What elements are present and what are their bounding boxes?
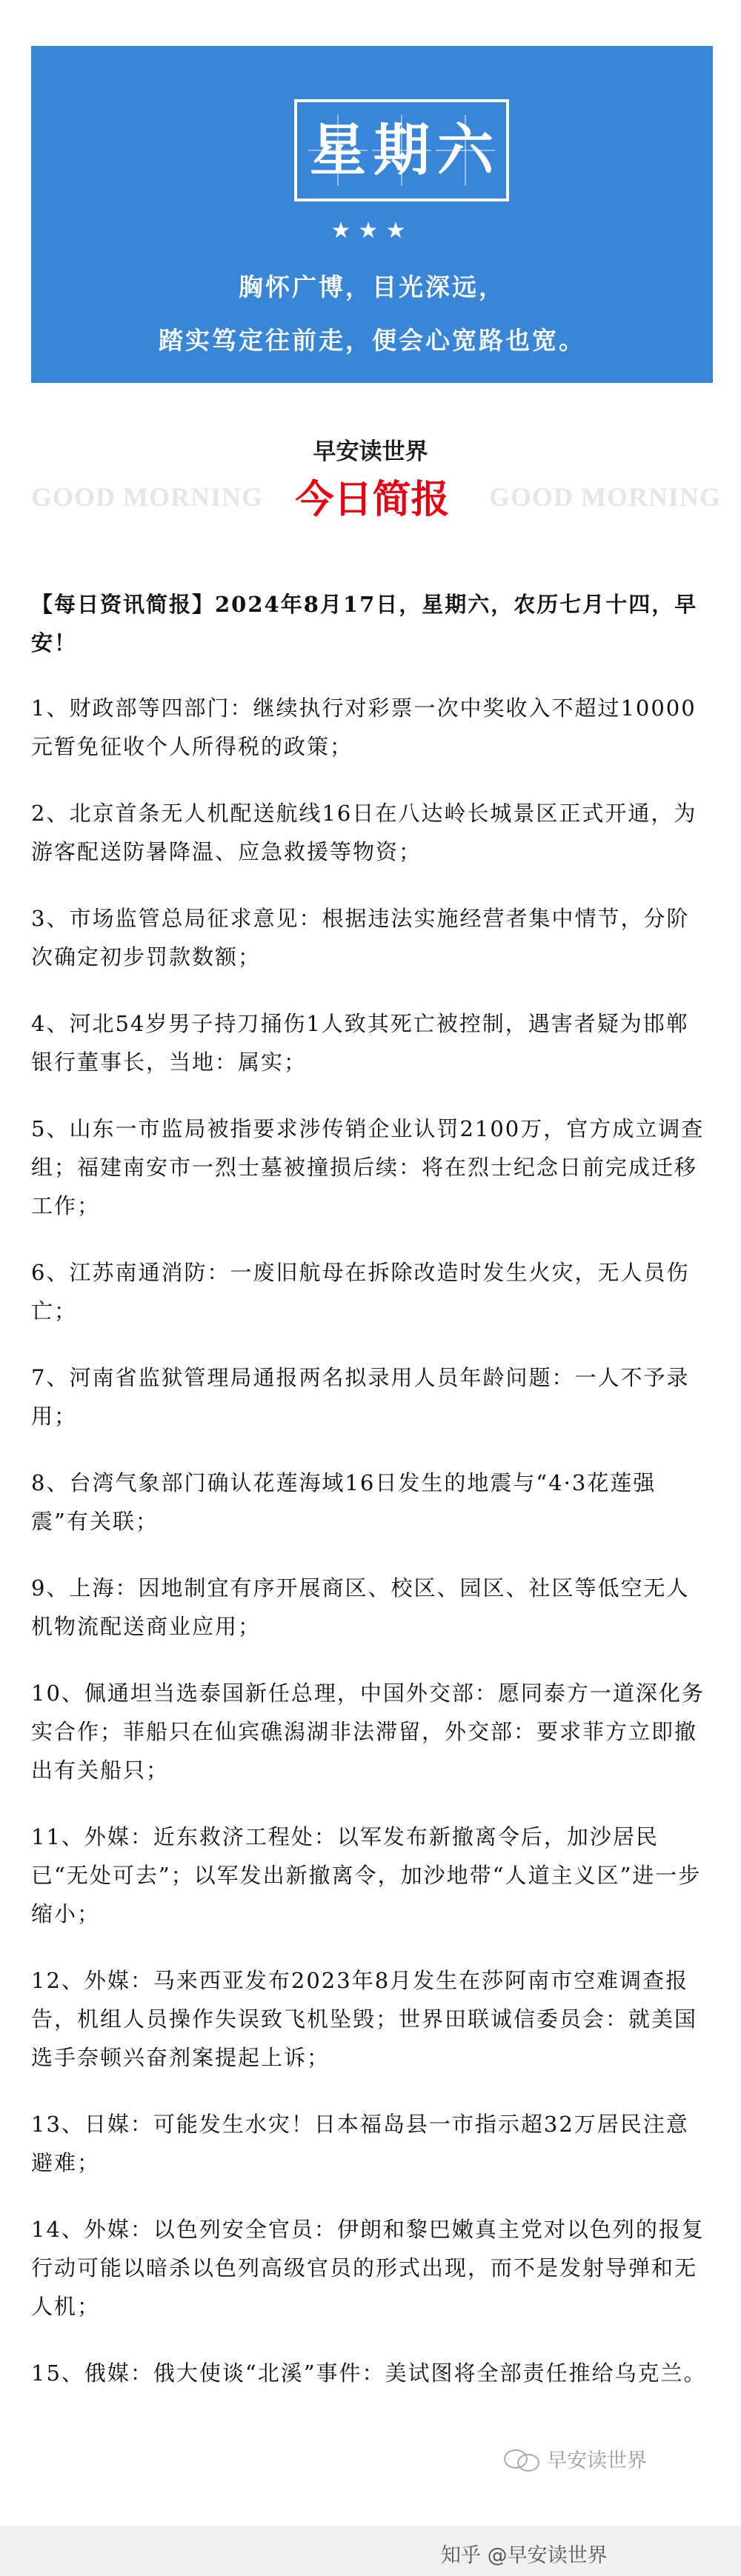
motto-line-1: 胸怀广博，目光深远，: [239, 273, 505, 301]
watermark: [504, 2444, 647, 2473]
brand-name: 早安读世界: [313, 438, 428, 465]
news-item: 12、外媒：马来西亚发布2023年8月发生在莎阿南市空难调查报告，机组人员操作失误致飞机坠毁；世界田联诚信委员会：就美国选手奈顿兴奋剂案提起上诉；: [31, 1968, 698, 2070]
star-icons: ★★★: [330, 218, 413, 244]
motto-line-2: 踏实笃定往前走，便会心宽路也宽。: [159, 326, 585, 355]
news-list: [31, 585, 711, 2420]
footer-bar: [0, 2526, 741, 2576]
weekday-banner: [31, 46, 713, 383]
news-item: 11、外媒：近东救济工程处：以军发布新撤离令后，加沙居民已“无处可去”；以军发出新撤离令，加沙地带“人道主义区”进一步缩小；: [31, 1824, 702, 1926]
good-morning-right: GOOD MORNING: [489, 482, 721, 512]
news-item: 1、财政部等四部门：继续执行对彩票一次中奖收入不超过10000元暂免征收个人所得税的政策；: [31, 695, 697, 759]
news-item: 13、日媒：可能发生水灾！日本福岛县一市指示超32万居民注意避难；: [31, 2112, 689, 2175]
weekday-char: 六: [436, 115, 495, 186]
news-item: 2、北京首条无人机配送航线16日在八达岭长城景区正式开通，为游客配送防暑降温、应急救援等物资；: [31, 801, 697, 864]
news-item: 10、佩通坦当选泰国新任总理，中国外交部：愿同泰方一道深化务实合作；菲船只在仙宾礁潟湖非法滞留，外交部：要求菲方立即撤出有关船只；: [31, 1681, 705, 1783]
news-headline: 【每日资讯简报】2024年8月17日，星期六，农历七月十四，早安！: [31, 592, 698, 655]
wechat-icon: [504, 2446, 539, 2472]
page-title: 今日简报: [295, 478, 450, 522]
news-item: 9、上海：因地制宜有序开展商区、校区、园区、社区等低空无人机物流配送商业应用；: [31, 1575, 690, 1639]
news-item: 5、山东一市监局被指要求涉传销企业认罚2100万，官方成立调查组；福建南安市一烈士墓被撞损后续：将在烈士纪念日前完成迁移工作；: [31, 1116, 705, 1218]
news-item: 3、市场监管总局征求意见：根据违法实施经营者集中情节，分阶次确定初步罚款数额；: [31, 906, 690, 970]
weekday-char: 星: [308, 115, 368, 186]
watermark-text: 早安读世界: [547, 2449, 647, 2472]
news-item: 6、江苏南通消防：一废旧航母在拆除改造时发生火灾，无人员伤亡；: [31, 1260, 690, 1324]
good-morning-left: GOOD MORNING: [31, 482, 263, 512]
weekday-char: 期: [372, 115, 431, 186]
news-item: 4、河北54岁男子持刀捅伤1人致其死亡被控制，遇害者疑为邯郸银行董事长，当地：属实；: [31, 1011, 689, 1075]
news-item: 7、河南省监狱管理局通报两名拟录用人员年龄问题：一人不予录用；: [31, 1365, 690, 1429]
title-row: [0, 474, 741, 526]
weekday-box: [294, 99, 509, 201]
footer-credit[interactable]: 知乎 @早安读世界: [441, 2544, 608, 2567]
news-item: 8、台湾气象部门确认花莲海域16日发生的地震与“4·3花莲强震”有关联；: [31, 1470, 657, 1534]
news-item: 15、俄媒：俄大使谈“北溪”事件：美试图将全部责任推给乌克兰。: [31, 2360, 707, 2386]
news-item: 14、外媒：以色列安全官员：伊朗和黎巴嫩真主党对以色列的报复行动可能以暗杀以色列高级官员的形式出现，而不是发射导弹和无人机；: [31, 2217, 705, 2319]
